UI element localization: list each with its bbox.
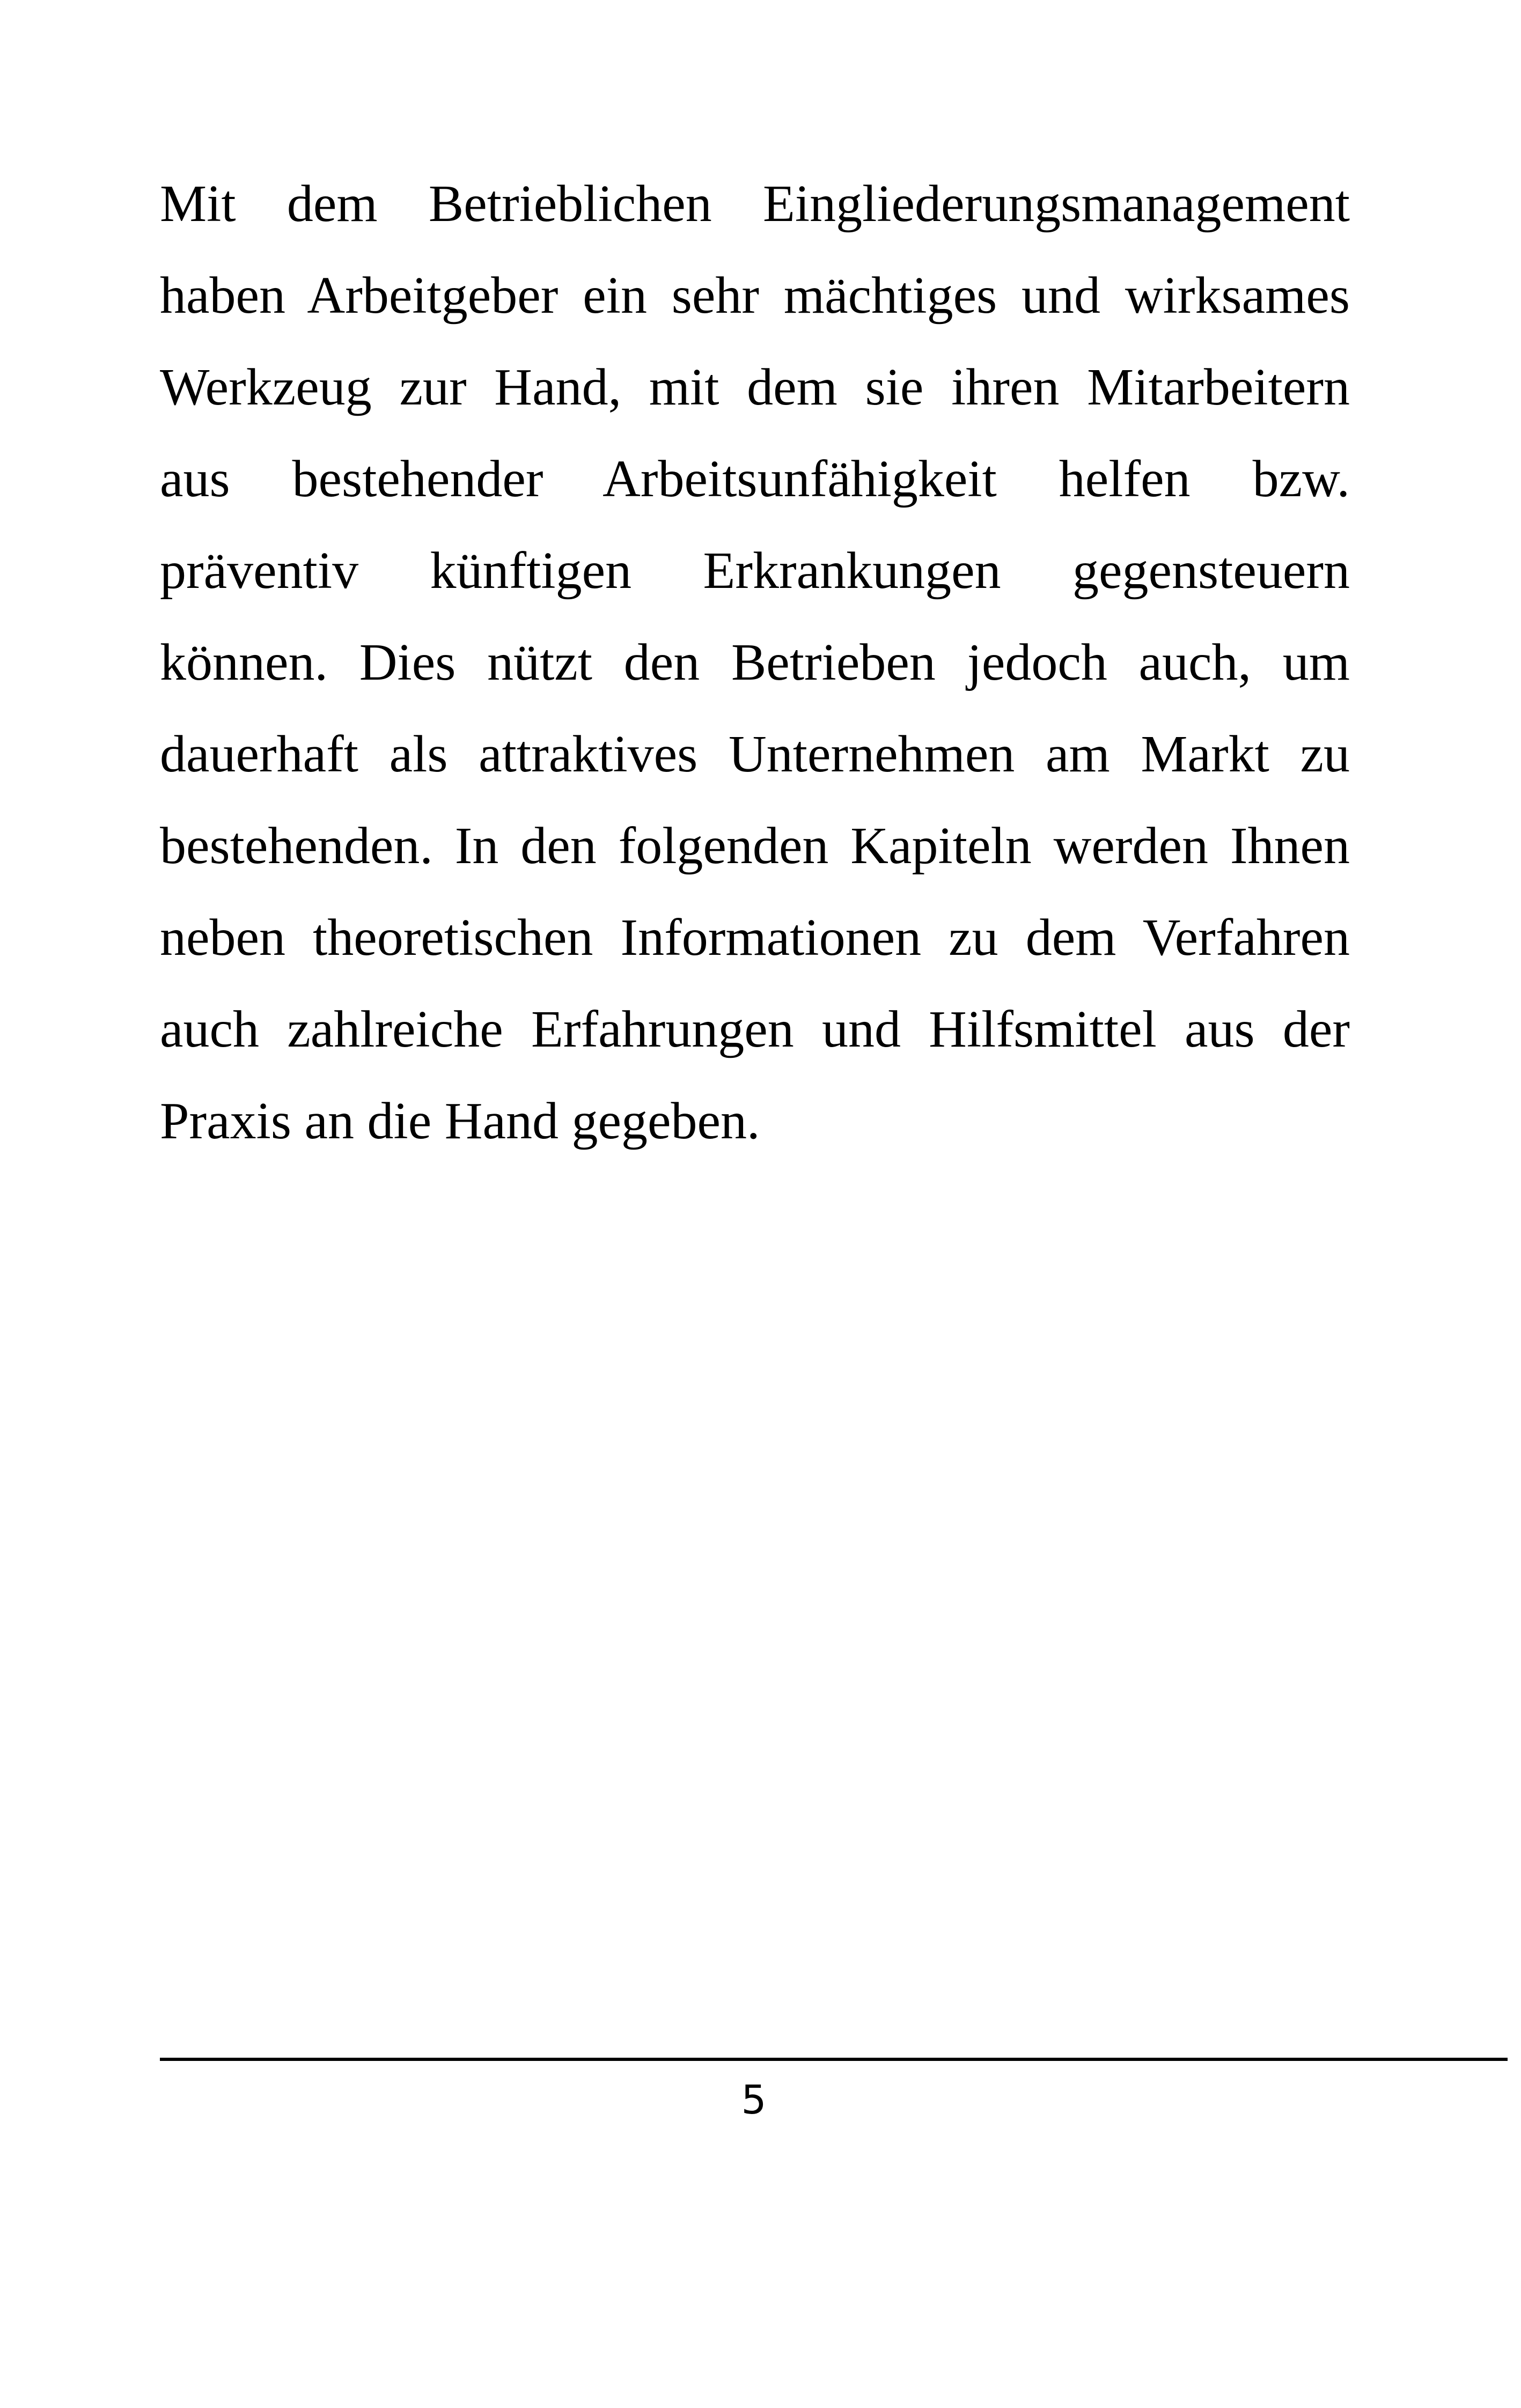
- paragraph-line: haben Arbeitgeber ein sehr mächtiges und wirksames: [160, 267, 1350, 325]
- paragraph-line: dauerhaft als attraktives Unternehmen am Markt zu: [160, 725, 1350, 783]
- body-paragraph: [160, 158, 1350, 1167]
- page-number: 5: [741, 2077, 767, 2123]
- paragraph-line: auch zahlreiche Erfahrungen und Hilfsmittel aus der: [160, 1000, 1350, 1058]
- paragraph-line: Werkzeug zur Hand, mit dem sie ihren Mitarbeitern: [160, 358, 1350, 416]
- paragraph-line: präventiv künftigen Erkrankungen gegensteuern: [160, 542, 1350, 600]
- footer-divider: [160, 2058, 1508, 2061]
- paragraph-line: neben theoretischen Informationen zu dem Verfahren: [160, 909, 1350, 967]
- paragraph-line: Mit dem Betrieblichen Eingliederungsmanagement: [160, 175, 1350, 233]
- paragraph-line: bestehenden. In den folgenden Kapiteln werden Ihnen: [160, 817, 1350, 875]
- paragraph-line: aus bestehender Arbeitsunfähigkeit helfen bzw.: [160, 450, 1350, 508]
- paragraph-line: Praxis an die Hand gegeben.: [160, 1092, 760, 1150]
- paragraph-line: können. Dies nützt den Betrieben jedoch auch, um: [160, 634, 1350, 691]
